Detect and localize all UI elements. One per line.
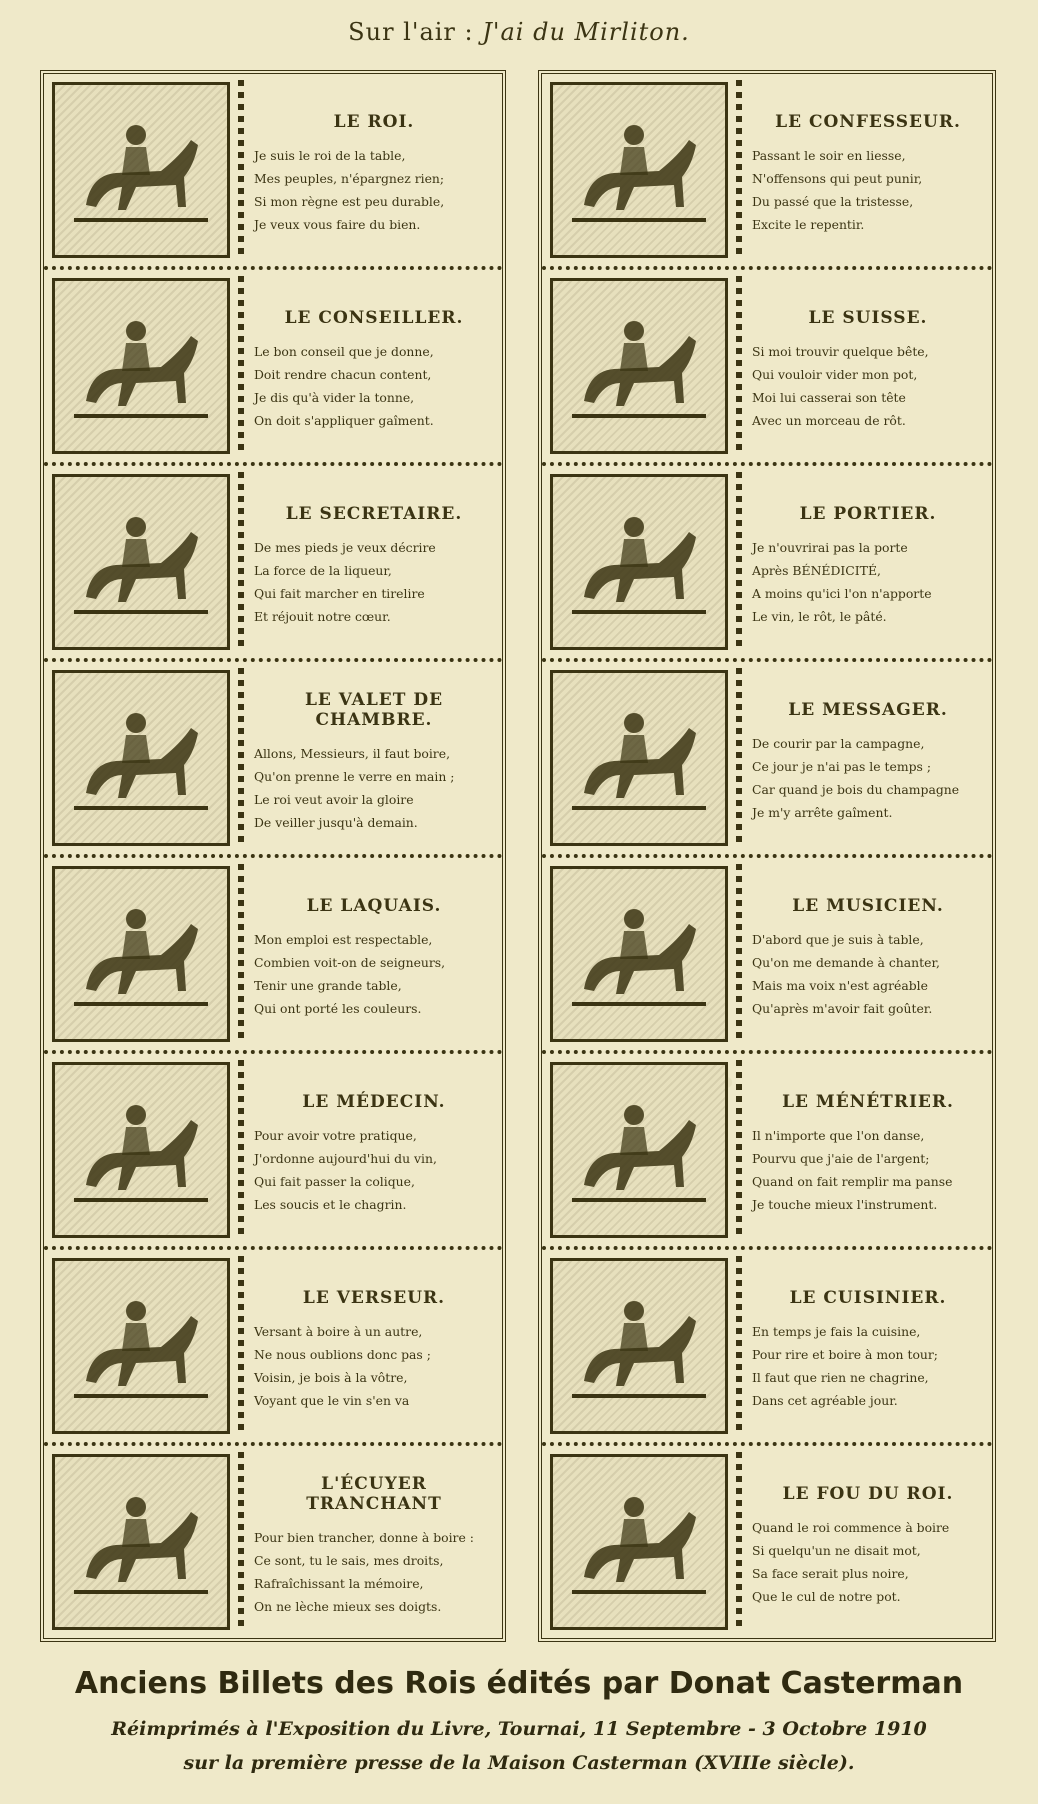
verse-line: Je n'ouvrirai pas la porte (752, 540, 908, 555)
verse-line: On doit s'appliquer gaîment. (254, 413, 434, 428)
verse-block (742, 74, 992, 266)
verse-line: En temps je fais la cuisine, (752, 1324, 921, 1339)
verse-card (44, 658, 502, 854)
woodcut-horseman-illustration (52, 1454, 230, 1630)
verse-title: LE PORTIER. (799, 504, 937, 524)
verse-card (542, 658, 992, 854)
verse-line: Ce sont, tu le sais, mes droits, (254, 1553, 444, 1568)
woodcut-horseman-illustration (52, 670, 230, 846)
verse-line: Ne nous oublions donc pas ; (254, 1347, 431, 1362)
verse-line: Je suis le roi de la table, (254, 148, 406, 163)
verse-card (44, 1050, 502, 1246)
verse-line: Quand le roi commence à boire (752, 1520, 950, 1535)
verse-line: Qu'on me demande à chanter, (752, 955, 940, 970)
verse-line: Qui fait marcher en tirelire (254, 586, 425, 601)
verse-card (44, 266, 502, 462)
verse-line: Que le cul de notre pot. (752, 1589, 901, 1604)
verse-card (542, 854, 992, 1050)
verse-block (244, 858, 502, 1050)
verse-line: Voisin, je bois à la vôtre, (254, 1370, 408, 1385)
verse-line: Après BÉNÉDICITÉ, (752, 563, 881, 578)
verse-title: L'ÉCUYER TRANCHANT (306, 1474, 442, 1514)
footer-press-line: sur la première presse de la Maison Casterman (XVIIIe siècle). (183, 1752, 855, 1774)
verse-line: Il faut que rien ne chagrine, (752, 1370, 929, 1385)
verse-line: Passant le soir en liesse, (752, 148, 906, 163)
verse-title: LE VALET DE CHAMBRE. (304, 690, 444, 730)
woodcut-horseman-illustration (52, 866, 230, 1042)
woodcut-horseman-illustration (550, 474, 728, 650)
verse-card (542, 462, 992, 658)
tune-heading (0, 18, 1038, 46)
verse-title: LE CONSEILLER. (284, 308, 464, 328)
verse-line: Il n'importe que l'on danse, (752, 1128, 925, 1143)
horseman-icon (66, 879, 216, 1029)
verse-line: Je dis qu'à vider la tonne, (254, 390, 415, 405)
verse-line: J'ordonne aujourd'hui du vin, (254, 1151, 437, 1166)
verse-title: LE VERSEUR. (302, 1288, 446, 1308)
verse-line: Et réjouit notre cœur. (254, 609, 391, 624)
verse-card (542, 1050, 992, 1246)
verse-line: Du passé que la tristesse, (752, 194, 914, 209)
verse-line: De veiller jusqu'à demain. (254, 815, 418, 830)
verse-block (244, 466, 502, 658)
verse-line: Je veux vous faire du bien. (254, 217, 421, 232)
verse-line: Sa face serait plus noire, (752, 1566, 909, 1581)
verse-block (742, 1446, 992, 1638)
verse-line: Qui fait passer la colique, (254, 1174, 415, 1189)
horseman-icon (564, 683, 714, 833)
verse-line: Doit rendre chacun content, (254, 367, 432, 382)
verse-block (742, 1250, 992, 1442)
verse-title: LE MÉDECIN. (302, 1092, 446, 1112)
verse-line: Ce jour je n'ai pas le temps ; (752, 759, 931, 774)
horseman-icon (66, 1075, 216, 1225)
verse-line: Avec un morceau de rôt. (752, 413, 906, 428)
horseman-icon (66, 487, 216, 637)
horseman-icon (66, 95, 216, 245)
verse-line: D'abord que je suis à table, (752, 932, 924, 947)
verse-line: Dans cet agréable jour. (752, 1393, 898, 1408)
verse-block (244, 270, 502, 462)
verse-line: Le roi veut avoir la gloire (254, 792, 414, 807)
verse-line: Si quelqu'un ne disait mot, (752, 1543, 921, 1558)
verse-line: Mes peuples, n'épargnez rien; (254, 171, 445, 186)
verse-card (44, 854, 502, 1050)
verse-line: N'offensons qui peut punir, (752, 171, 923, 186)
horseman-icon (66, 1271, 216, 1421)
verse-line: Je m'y arrête gaîment. (752, 805, 893, 820)
verse-card (542, 266, 992, 462)
verse-block (742, 270, 992, 462)
verse-title: LE CONFESSEUR. (775, 112, 961, 132)
verse-line: Pourvu que j'aie de l'argent; (752, 1151, 930, 1166)
verse-line: Quand on fait remplir ma panse (752, 1174, 953, 1189)
woodcut-horseman-illustration (550, 1062, 728, 1238)
horseman-icon (66, 291, 216, 441)
verse-line: Le bon conseil que je donne, (254, 344, 434, 359)
verse-line: Car quand je bois du champagne (752, 782, 960, 797)
verse-title: LE SUISSE. (808, 308, 928, 328)
verse-line: Qui ont porté les couleurs. (254, 1001, 422, 1016)
verse-line: Qu'après m'avoir fait goûter. (752, 1001, 933, 1016)
verse-line: De mes pieds je veux décrire (254, 540, 436, 555)
woodcut-horseman-illustration (550, 82, 728, 258)
verse-block (742, 466, 992, 658)
verse-line: Combien voit-on de seigneurs, (254, 955, 446, 970)
verse-line: Rafraîchissant la mémoire, (254, 1576, 424, 1591)
right-column (538, 70, 996, 1642)
verse-card (542, 1246, 992, 1442)
verse-block (244, 662, 502, 854)
woodcut-horseman-illustration (550, 670, 728, 846)
verse-title: LE MESSAGER. (788, 700, 948, 720)
verse-line: Voyant que le vin s'en va (254, 1393, 410, 1408)
horseman-icon (66, 1467, 216, 1617)
verse-block (742, 1054, 992, 1246)
verse-card (542, 1442, 992, 1638)
verse-line: Moi lui casserai son tête (752, 390, 906, 405)
woodcut-horseman-illustration (550, 278, 728, 454)
verse-line: A moins qu'ici l'on n'apporte (752, 586, 932, 601)
footer-title: Anciens Billets des Rois édités par Donat Casterman (74, 1666, 964, 1701)
horseman-icon (564, 1467, 714, 1617)
woodcut-horseman-illustration (52, 474, 230, 650)
verse-card (44, 74, 502, 266)
woodcut-horseman-illustration (52, 278, 230, 454)
verse-line: Excite le repentir. (752, 217, 865, 232)
horseman-icon (564, 1271, 714, 1421)
verse-line: Allons, Messieurs, il faut boire, (254, 746, 451, 761)
horseman-icon (564, 487, 714, 637)
verse-block (244, 1446, 502, 1638)
woodcut-horseman-illustration (52, 1062, 230, 1238)
footer-reprint-line: Réimprimés à l'Exposition du Livre, Tournai, 11 Septembre - 3 Octobre 1910 (111, 1718, 927, 1740)
verse-line: Les soucis et le chagrin. (254, 1197, 407, 1212)
horseman-icon (564, 879, 714, 1029)
tune-prefix: Sur l'air : (348, 18, 474, 46)
verse-line: On ne lèche mieux ses doigts. (254, 1599, 442, 1614)
verse-title: LE ROI. (333, 112, 415, 132)
verse-block (742, 858, 992, 1050)
verse-card (44, 462, 502, 658)
horseman-icon (564, 291, 714, 441)
verse-line: Si moi trouvir quelque bête, (752, 344, 929, 359)
verse-line: Le vin, le rôt, le pâté. (752, 609, 887, 624)
verse-line: Qu'on prenne le verre en main ; (254, 769, 455, 784)
verse-line: Mais ma voix n'est agréable (752, 978, 928, 993)
left-column (40, 70, 506, 1642)
verse-card (542, 74, 992, 266)
verse-line: La force de la liqueur, (254, 563, 392, 578)
verse-line: De courir par la campagne, (752, 736, 925, 751)
verse-title: LE MÉNÉTRIER. (782, 1092, 954, 1112)
verse-line: Je touche mieux l'instrument. (752, 1197, 938, 1212)
verse-card (44, 1442, 502, 1638)
verse-title: LE CUISINIER. (789, 1288, 947, 1308)
horseman-icon (564, 1075, 714, 1225)
verse-line: Si mon règne est peu durable, (254, 194, 445, 209)
woodcut-horseman-illustration (52, 1258, 230, 1434)
verse-title: LE SECRETAIRE. (285, 504, 463, 524)
verse-block (742, 662, 992, 854)
tune-title: J'ai du Mirliton. (482, 18, 690, 46)
verse-block (244, 74, 502, 266)
verse-line: Mon emploi est respectable, (254, 932, 433, 947)
horseman-icon (66, 683, 216, 833)
verse-block (244, 1054, 502, 1246)
verse-line: Pour bien trancher, donne à boire : (254, 1530, 474, 1545)
verse-line: Pour rire et boire à mon tour; (752, 1347, 938, 1362)
verse-card (44, 1246, 502, 1442)
woodcut-horseman-illustration (52, 82, 230, 258)
verse-title: LE FOU DU ROI. (782, 1484, 954, 1504)
horseman-icon (564, 95, 714, 245)
woodcut-horseman-illustration (550, 1454, 728, 1630)
verse-line: Versant à boire à un autre, (254, 1324, 423, 1339)
woodcut-horseman-illustration (550, 1258, 728, 1434)
verse-line: Pour avoir votre pratique, (254, 1128, 417, 1143)
verse-block (244, 1250, 502, 1442)
verse-line: Qui vouloir vider mon pot, (752, 367, 918, 382)
woodcut-horseman-illustration (550, 866, 728, 1042)
verse-line: Tenir une grande table, (254, 978, 402, 993)
verse-title: LE LAQUAIS. (306, 896, 442, 916)
verse-title: LE MUSICIEN. (792, 896, 944, 916)
